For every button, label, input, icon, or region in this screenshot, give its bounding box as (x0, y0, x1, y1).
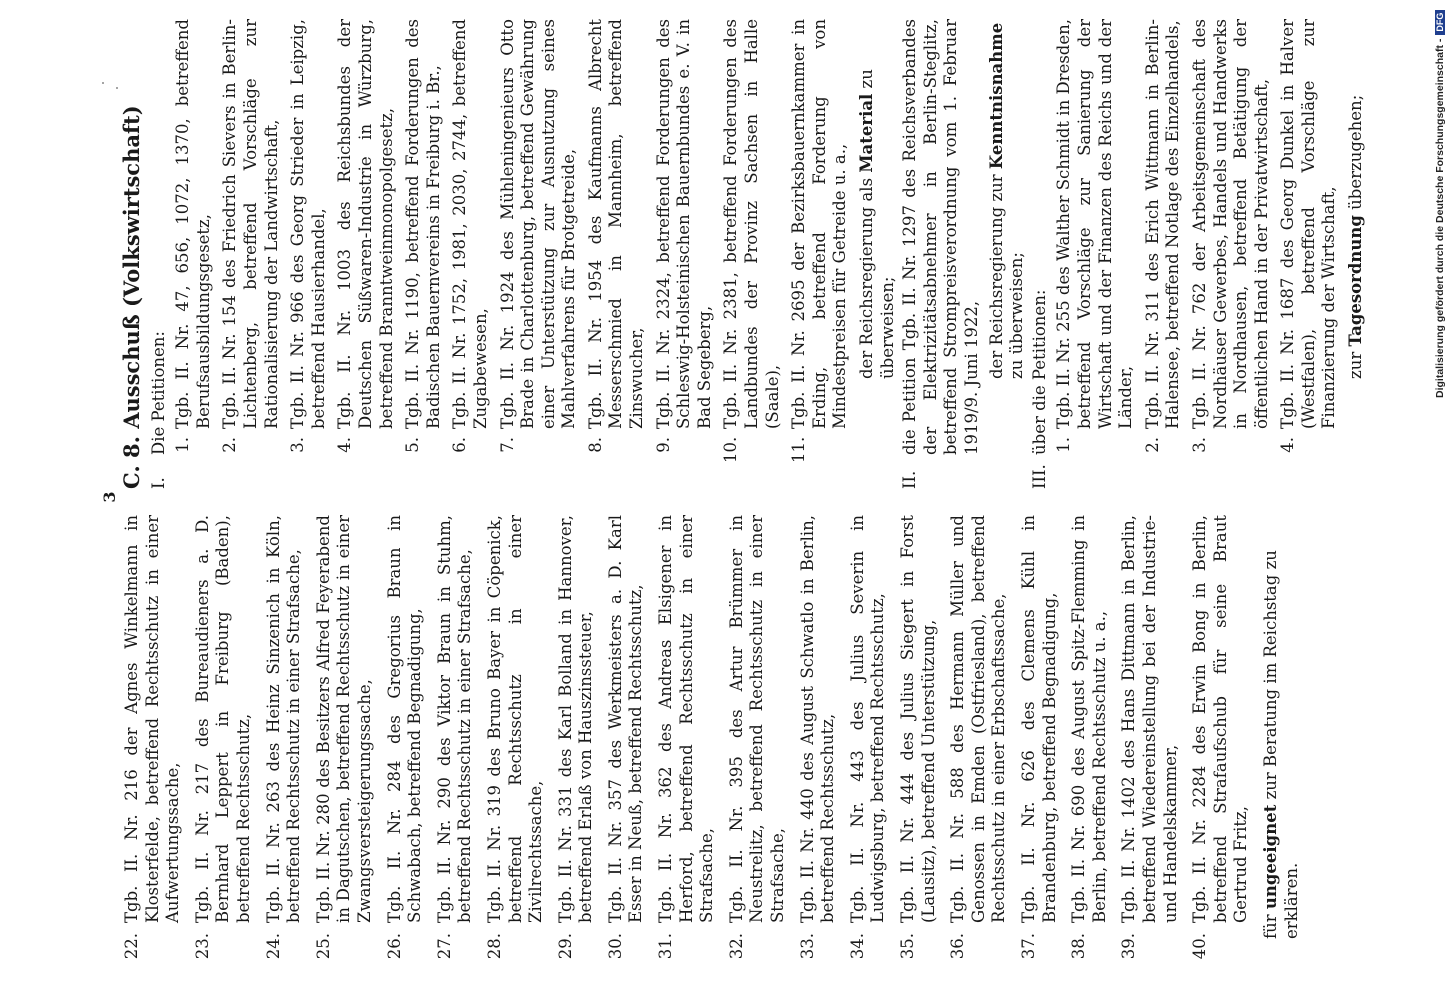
funding-attribution-text (1434, 10, 1446, 398)
left-tail-post: zur Beratung im Reichstag zu erklären. (1260, 550, 1301, 939)
tail-one-bold: Material (857, 93, 876, 173)
section-two-text: die Petition Tgb. II. Nr. 1297 des Reichsverbandes der Elektrizitätsabnehmer in Berlin-Steglitz, betreffend Strompreisverordnung vom 1. Februar 1919/9. Juni 1922, (900, 19, 981, 455)
petition-entry-number: 34. (847, 933, 867, 960)
petition-item-text: Tgb. II. Nr. 762 der Arbeitsgemeinschaft des Nordhäuser Gewerbes, Handels und Handwerks in Nordhausen, betreffend Betätigung der öffentlichen Hand in der Privatwirtschaft, (1189, 19, 1271, 429)
petition-entry-number: 36. (948, 933, 968, 960)
petition-entry (1069, 515, 1110, 965)
petition-item (721, 19, 783, 463)
petition-item (1054, 19, 1136, 463)
petition-entry-number: 29. (555, 933, 575, 960)
petition-item (586, 19, 648, 463)
petition-entry-number: 31. (656, 933, 676, 960)
petition-item (288, 19, 329, 463)
left-column (122, 515, 1302, 965)
tail-three-post: überzugehen; (1346, 94, 1366, 216)
petition-item-text: Tgb. II. Nr. 311 des Erich Wittmann in Berlin-Halensee, betreffend Notlage des Einzelhandels, (1142, 19, 1183, 429)
petition-entry-number: 27. (434, 933, 454, 960)
petition-item-number: 2. (1142, 437, 1162, 453)
petition-entry (727, 515, 789, 965)
petition-item (220, 19, 282, 463)
petition-entry-text: Tgb. II. Nr. 331 des Karl Bolland in Hannover, betreffend Erlaß von Hauszinssteuer, (555, 515, 596, 923)
petition-item-number: 9. (653, 437, 673, 453)
petition-entry-number: 26. (384, 933, 404, 960)
scanned-page (100, 19, 1366, 965)
petition-item (1190, 19, 1272, 463)
petition-list-three-tail (1346, 19, 1367, 379)
section-three (1030, 19, 1051, 489)
petition-entry (193, 515, 255, 965)
tail-three-pre: zur (1346, 346, 1366, 379)
petition-entry-text: Tgb. II. Nr. 280 des Besitzers Alfred Feyerabend in Dagutschen, betreffend Rechtsschutz in einer Zwangsversteigerungssache, (313, 515, 374, 923)
petition-entry-number: 30. (605, 933, 625, 960)
scan-speck (116, 87, 118, 89)
petition-list-one (173, 19, 851, 463)
petition-item-text: Tgb. II. Nr. 1190, betreffend Forderungen des Badischen Bauernvereins in Freiburg i. Br., (403, 19, 443, 429)
petition-entry (798, 515, 839, 965)
petition-entry-text: Tgb. II. Nr. 217 des Bureaudieners a. D. Bernhard Leppert in Freiburg (Baden), betreffend Rechtsschutz, (192, 515, 253, 923)
petition-entry-number: 25. (313, 933, 333, 960)
tail-two-post: zu überweisen; (1007, 252, 1027, 379)
section-three-text: über die Petitionen: (1029, 289, 1049, 455)
petition-item-number: 6. (450, 437, 470, 453)
tail-one-post: zu überweisen; (857, 69, 897, 379)
petition-entry-text: Tgb. II. Nr. 290 des Viktor Braun in Stuhm, betreffend Rechtsschutz in einer Strafsache, (434, 515, 475, 923)
petition-entry (1119, 515, 1181, 965)
petition-item-text: Tgb. II. Nr. 2324, betreffend Forderungen des Schleswig-Holsteinischen Bauernbundes e. V. in Bad Segeberg, (653, 19, 714, 429)
tail-one-pre: der Reichsregierung als (857, 172, 876, 379)
petition-entry-text: Tgb. II. Nr. 395 des Artur Brümmer in Neustrelitz, betreffend Rechtsschutz in einer Strafsache, (726, 515, 788, 923)
petition-entry (1190, 515, 1252, 965)
petition-item-number: 5. (403, 437, 423, 453)
petition-entry-number: 23. (192, 933, 212, 960)
tail-two-bold: Kenntnisnahme (986, 22, 1006, 170)
page-number: 3 (100, 491, 119, 503)
petition-entry-text: Tgb. II. Nr. 690 des August Spitz-Flemming in Berlin, betreffend Rechtsschutz u. a., (1069, 515, 1109, 923)
petition-entry-text: Tgb. II. Nr. 440 des August Schwatlo in Berlin, betreffend Rechtsschutz, (797, 515, 838, 923)
right-column (119, 19, 1367, 489)
petition-item-text: Tgb. II. Nr. 1003 des Reichsbundes der Deutschen Süßwaren-Industrie in Würzburg, betreffend Branntweinmonopolgesetz, (335, 19, 396, 429)
petition-item (403, 19, 444, 463)
petition-entry-number: 24. (263, 933, 283, 960)
petition-entry (122, 515, 184, 965)
petition-item-text: Tgb. II. Nr. 255 des Walther Schmidt in Dresden, betreffend Vorschläge zur Sanierung der Wirtschaft und der Finanzen des Reichs und der Länder, (1054, 19, 1136, 429)
petition-entry-text: Tgb. II. Nr. 443 des Julius Severin in Ludwigsburg, betreffend Rechtsschutz, (847, 515, 888, 923)
section-heading: C. 8. Ausschuß (Volkswirtschaft) (119, 105, 144, 489)
petition-entry (848, 515, 889, 965)
petition-entry (385, 515, 426, 965)
petition-item-text: Tgb. II. Nr. 1752, 1981, 2030, 2744, betreffend Zugabewesen, (450, 19, 490, 429)
petition-item-text: Tgb. II. Nr. 1924 des Mühleningenieurs Otto Brade in Charlottenburg, betreffend Gewährung einer Unterstützung zur Ausnutzung seines Mahlverfahrens für Brotgetreide, (497, 19, 579, 429)
petition-entry-number: 40. (1190, 933, 1210, 960)
petition-entry-text: Tgb. II. Nr. 216 der Agnes Winkelmann in Klosterfelde, betreffend Rechtsschutz in einer Aufwertungssache, (122, 515, 183, 923)
tail-three-bold: Tagesordnung (1346, 215, 1366, 347)
petition-item-text: Tgb. II. Nr. 966 des Georg Strieder in Leipzig, betreffend Hausierhandel, (288, 19, 328, 429)
petition-item (498, 19, 580, 463)
petition-entry (948, 515, 1010, 965)
funding-attribution (1420, 8, 1446, 398)
petition-entry-text: Tgb. II. Nr. 263 des Heinz Sinzenich in Köln, betreffend Rechtsschutz in einer Strafsache, (263, 515, 304, 923)
funding-note: Digitalisierung gefördert durch die Deutsche Forschungsgemeinschaft - (1434, 38, 1446, 398)
petition-item-number: 4. (335, 437, 355, 453)
petition-entry-text: Tgb. II. Nr. 284 des Gregorius Braun in Schwabach, betreffend Begnadigung, (384, 515, 425, 923)
petition-item (1143, 19, 1184, 463)
petition-item (173, 19, 214, 463)
petition-item (654, 19, 716, 463)
petition-item (335, 19, 397, 463)
petition-entry-text: Tgb. II. Nr. 444 des Julius Siegert in Forst (Lausitz), betreffend Unterstützung, (898, 515, 938, 923)
petition-entry-number: 37. (1018, 933, 1038, 960)
petition-entry (606, 515, 647, 965)
petition-entry-text: Tgb. II. Nr. 362 des Andreas Elsigener in Herford, betreffend Rechtsschutz in einer Strafsache, (656, 515, 717, 923)
petition-entry (556, 515, 597, 965)
petition-entry (485, 515, 547, 965)
section-three-number: III. (1029, 464, 1049, 489)
petition-entry-text: Tgb. II. Nr. 319 des Bruno Bayer in Cöpenick, betreffend Rechtsschutz in einer Zivilrechtssache, (484, 515, 546, 923)
petition-item (1278, 19, 1340, 463)
petition-item-text: Tgb. II. Nr. 2381, betreffend Forderungen des Landbundes der Provinz Sachsen in Halle (Saale), (721, 19, 782, 429)
petition-item-text: Tgb. II. Nr. 1954 des Kaufmanns Albrecht Messerschmied in Mannheim, betreffend Zinswucher, (585, 19, 647, 429)
section-two-tail (987, 19, 1028, 379)
petition-item-number: 8. (585, 437, 605, 453)
left-tail-bold: ungeeignet (1260, 804, 1280, 910)
petition-item-text: Tgb. II. Nr. 154 des Friedrich Sievers in Berlin-Lichtenberg, betreffend Vorschläge zur Rationalisierung der Landwirtschaft, (220, 19, 281, 429)
petition-entry-number: 38. (1069, 933, 1089, 960)
petition-item-number: 11. (789, 436, 809, 463)
left-entry-list (122, 515, 1252, 965)
section-one-text: Die Petitionen: (148, 331, 168, 455)
petition-entry-number: 32. (726, 933, 746, 960)
petition-entry-number: 28. (484, 933, 504, 960)
section-one (149, 19, 170, 489)
section-two-number: II. (900, 470, 920, 489)
petition-entry (435, 515, 476, 965)
left-tail-pre: für (1260, 909, 1280, 939)
petition-item-text: Tgb. II. Nr. 47, 656, 1072, 1370, betreffend Berufsausbildungsgesetz, (173, 19, 213, 429)
petition-item-number: 1. (1054, 437, 1074, 453)
petition-entry (314, 515, 376, 965)
petition-entry-text: Tgb. II. Nr. 626 des Clemens Kühl in Brandenburg, betreffend Begnadigung, (1018, 515, 1059, 923)
petition-entry (656, 515, 718, 965)
petition-item-text: Tgb. II. Nr. 1687 des Georg Dunkel in Halver (Westfalen), betreffend Vorschläge zur Finanzierung der Wirtschaft, (1278, 19, 1339, 429)
scan-speck (102, 82, 104, 84)
petition-item-number: 3. (1189, 437, 1209, 453)
petition-item-number: 4. (1278, 437, 1298, 453)
dfg-logo: DFG (1435, 10, 1445, 35)
petition-entry-number: 22. (122, 933, 141, 960)
tail-two-pre: der Reichsregierung zur (986, 169, 1006, 379)
petition-item-number: 10. (721, 436, 741, 463)
petition-item (789, 19, 851, 463)
petition-entry (264, 515, 305, 965)
petition-list-one-tail (857, 19, 898, 379)
petition-entry-text: Tgb. II. Nr. 357 des Werkmeisters a. D. Karl Esser in Neuß, betreffend Rechtsschutz, (605, 515, 646, 923)
petition-entry-number: 39. (1119, 933, 1139, 960)
petition-item (450, 19, 491, 463)
petition-item-number: 1. (173, 437, 193, 453)
petition-entry (898, 515, 939, 965)
petition-entry-text: Tgb. II. Nr. 588 des Hermann Müller und Genossen in Emden (Ostfriesland), betreffend Rechtsschutz in einer Erbschaftssache, (948, 515, 1009, 923)
petition-entry-number: 33. (797, 933, 817, 960)
section-one-number: I. (148, 477, 168, 489)
petition-list-three (1054, 19, 1340, 463)
section-two (900, 19, 982, 489)
petition-item-number: 2. (220, 437, 240, 453)
petition-entry (1019, 515, 1060, 965)
left-tail (1261, 515, 1302, 939)
petition-item-number: 7. (497, 437, 517, 453)
petition-item-number: 3. (288, 437, 308, 453)
petition-item-text: Tgb. II. Nr. 2695 der Bezirksbauernkammer in Erding, betreffend Forderung von Mindestpreisen für Getreide u. a., (789, 19, 850, 429)
petition-entry-text: Tgb. II. Nr. 2284 des Erwin Bong in Berlin, betreffend Strafaufschub für seine Braut Gertrud Fritz, (1190, 515, 1251, 923)
petition-entry-number: 35. (898, 933, 917, 960)
petition-entry-text: Tgb. II. Nr. 1402 des Hans Dittmann in Berlin, betreffend Wiedereinstellung bei der Industrie- und Handelskammer, (1119, 515, 1180, 923)
